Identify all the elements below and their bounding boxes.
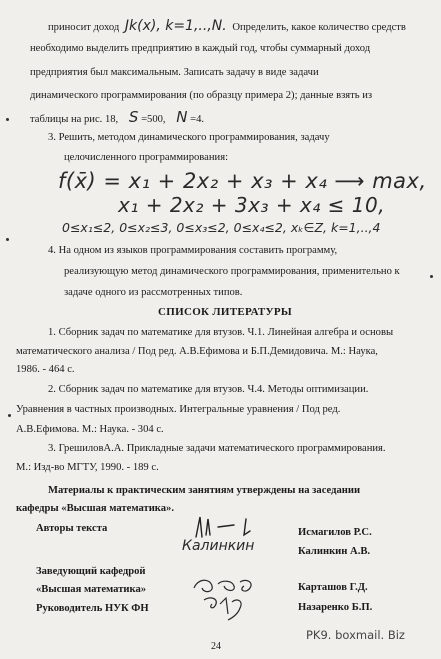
- ref1-line-2: математического анализа / Под ред. А.В.Ефимова и Б.П.Демидовича. М.: Наука,: [16, 346, 378, 357]
- ref3-line-1: 3. ГрешиловА.А. Прикладные задачи математического программирования.: [48, 443, 386, 454]
- task-line-1-text-b: Определить, какое количество средств: [232, 22, 406, 33]
- item3-line-2: целочисленного программирования:: [64, 152, 229, 163]
- handwritten-constraint: x₁ + 2x₂ + 3x₃ + x₄ ≤ 10,: [118, 193, 386, 217]
- head-2: Назаренко Б.П.: [298, 602, 373, 613]
- ref1-line-3: 1986. - 464 с.: [16, 364, 75, 375]
- handwritten-bounds: 0≤x₁≤2, 0≤x₂≤3, 0≤x₃≤2, 0≤x₄≤2, xₖ∈Z, k=1,..,4: [62, 220, 381, 235]
- task-line-3: предприятия был максимальным. Записать задачу в виде задачи: [30, 67, 319, 78]
- scan-speck: [6, 118, 9, 121]
- task-line-5-text: таблицы на рис. 18,: [30, 114, 119, 125]
- handwritten-income-function: Jk(x), k=1,..,N.: [124, 18, 227, 34]
- ref3-line-2: М.: Изд-во МГТУ, 1990. - 189 с.: [16, 462, 159, 473]
- author-2: Калинкин А.В.: [298, 546, 371, 557]
- task-line-4: динамического программирования (по образцу примера 2); данные взять из: [30, 90, 373, 101]
- task-line-5: [30, 108, 205, 126]
- approval-line-2: кафедры «Высшая математика».: [16, 503, 174, 514]
- item4-line-2: реализующую метод динамического программирования, применительно к: [64, 266, 400, 277]
- ref2-line-2: Уравнения в частных производных. Интегральные уравнения / Под ред.: [16, 404, 341, 415]
- ref2-line-3: А.В.Ефимова. М.: Наука. - 304 с.: [16, 424, 164, 435]
- task-line-5-value-N: =4.: [190, 114, 205, 125]
- task-line-1: [48, 20, 406, 34]
- stamp-text: PK9. boxmail. Biz: [306, 628, 405, 642]
- task-line-2: необходимо выделить предприятию в каждый год, чтобы суммарный доход: [30, 43, 371, 54]
- author-1: Исмагилов Р.С.: [298, 527, 372, 538]
- ref1-line-1: 1. Сборник задач по математике для втузов. Ч.1. Линейная алгебра и основы: [48, 327, 394, 338]
- item3-line-1: 3. Решить, методом динамического программирования, задачу: [48, 132, 330, 143]
- task-line-5-value-S: =500,: [141, 114, 166, 125]
- handwritten-objective-function: f(x̄) = x₁ + 2x₂ + x₃ + x₄ ⟶ max,: [58, 169, 427, 193]
- head-label-2: «Высшая математика»: [36, 584, 147, 595]
- page-number: 24: [211, 641, 221, 652]
- authors-label: Авторы текста: [36, 523, 108, 534]
- scan-speck: [6, 238, 9, 241]
- handwritten-N: N: [176, 108, 188, 126]
- head-label-1: Заведующий кафедрой: [36, 566, 146, 577]
- handwritten-S: S: [128, 108, 139, 126]
- signature-kalinkin: Калинкин: [182, 538, 255, 554]
- references-heading: СПИСОК ЛИТЕРАТУРЫ: [158, 306, 293, 318]
- signature-kartashov-nazarenko: [188, 574, 268, 624]
- ref2-line-1: 2. Сборник задач по математике для втузов. Ч.4. Методы оптимизации.: [48, 384, 369, 395]
- approval-line-1: Материалы к практическим занятиям утверждены на заседании: [48, 485, 361, 496]
- item4-line-3: задаче одного из рассмотренных типов.: [64, 287, 243, 298]
- scan-speck: [430, 275, 433, 278]
- head-1: Карташов Г.Д.: [298, 582, 368, 593]
- scan-speck: [8, 414, 11, 417]
- task-line-1-text: приносит доход: [48, 22, 120, 33]
- head-label-3: Руководитель НУК ФН: [36, 603, 149, 614]
- item4-line-1: 4. На одном из языков программирования составить программу,: [48, 245, 338, 256]
